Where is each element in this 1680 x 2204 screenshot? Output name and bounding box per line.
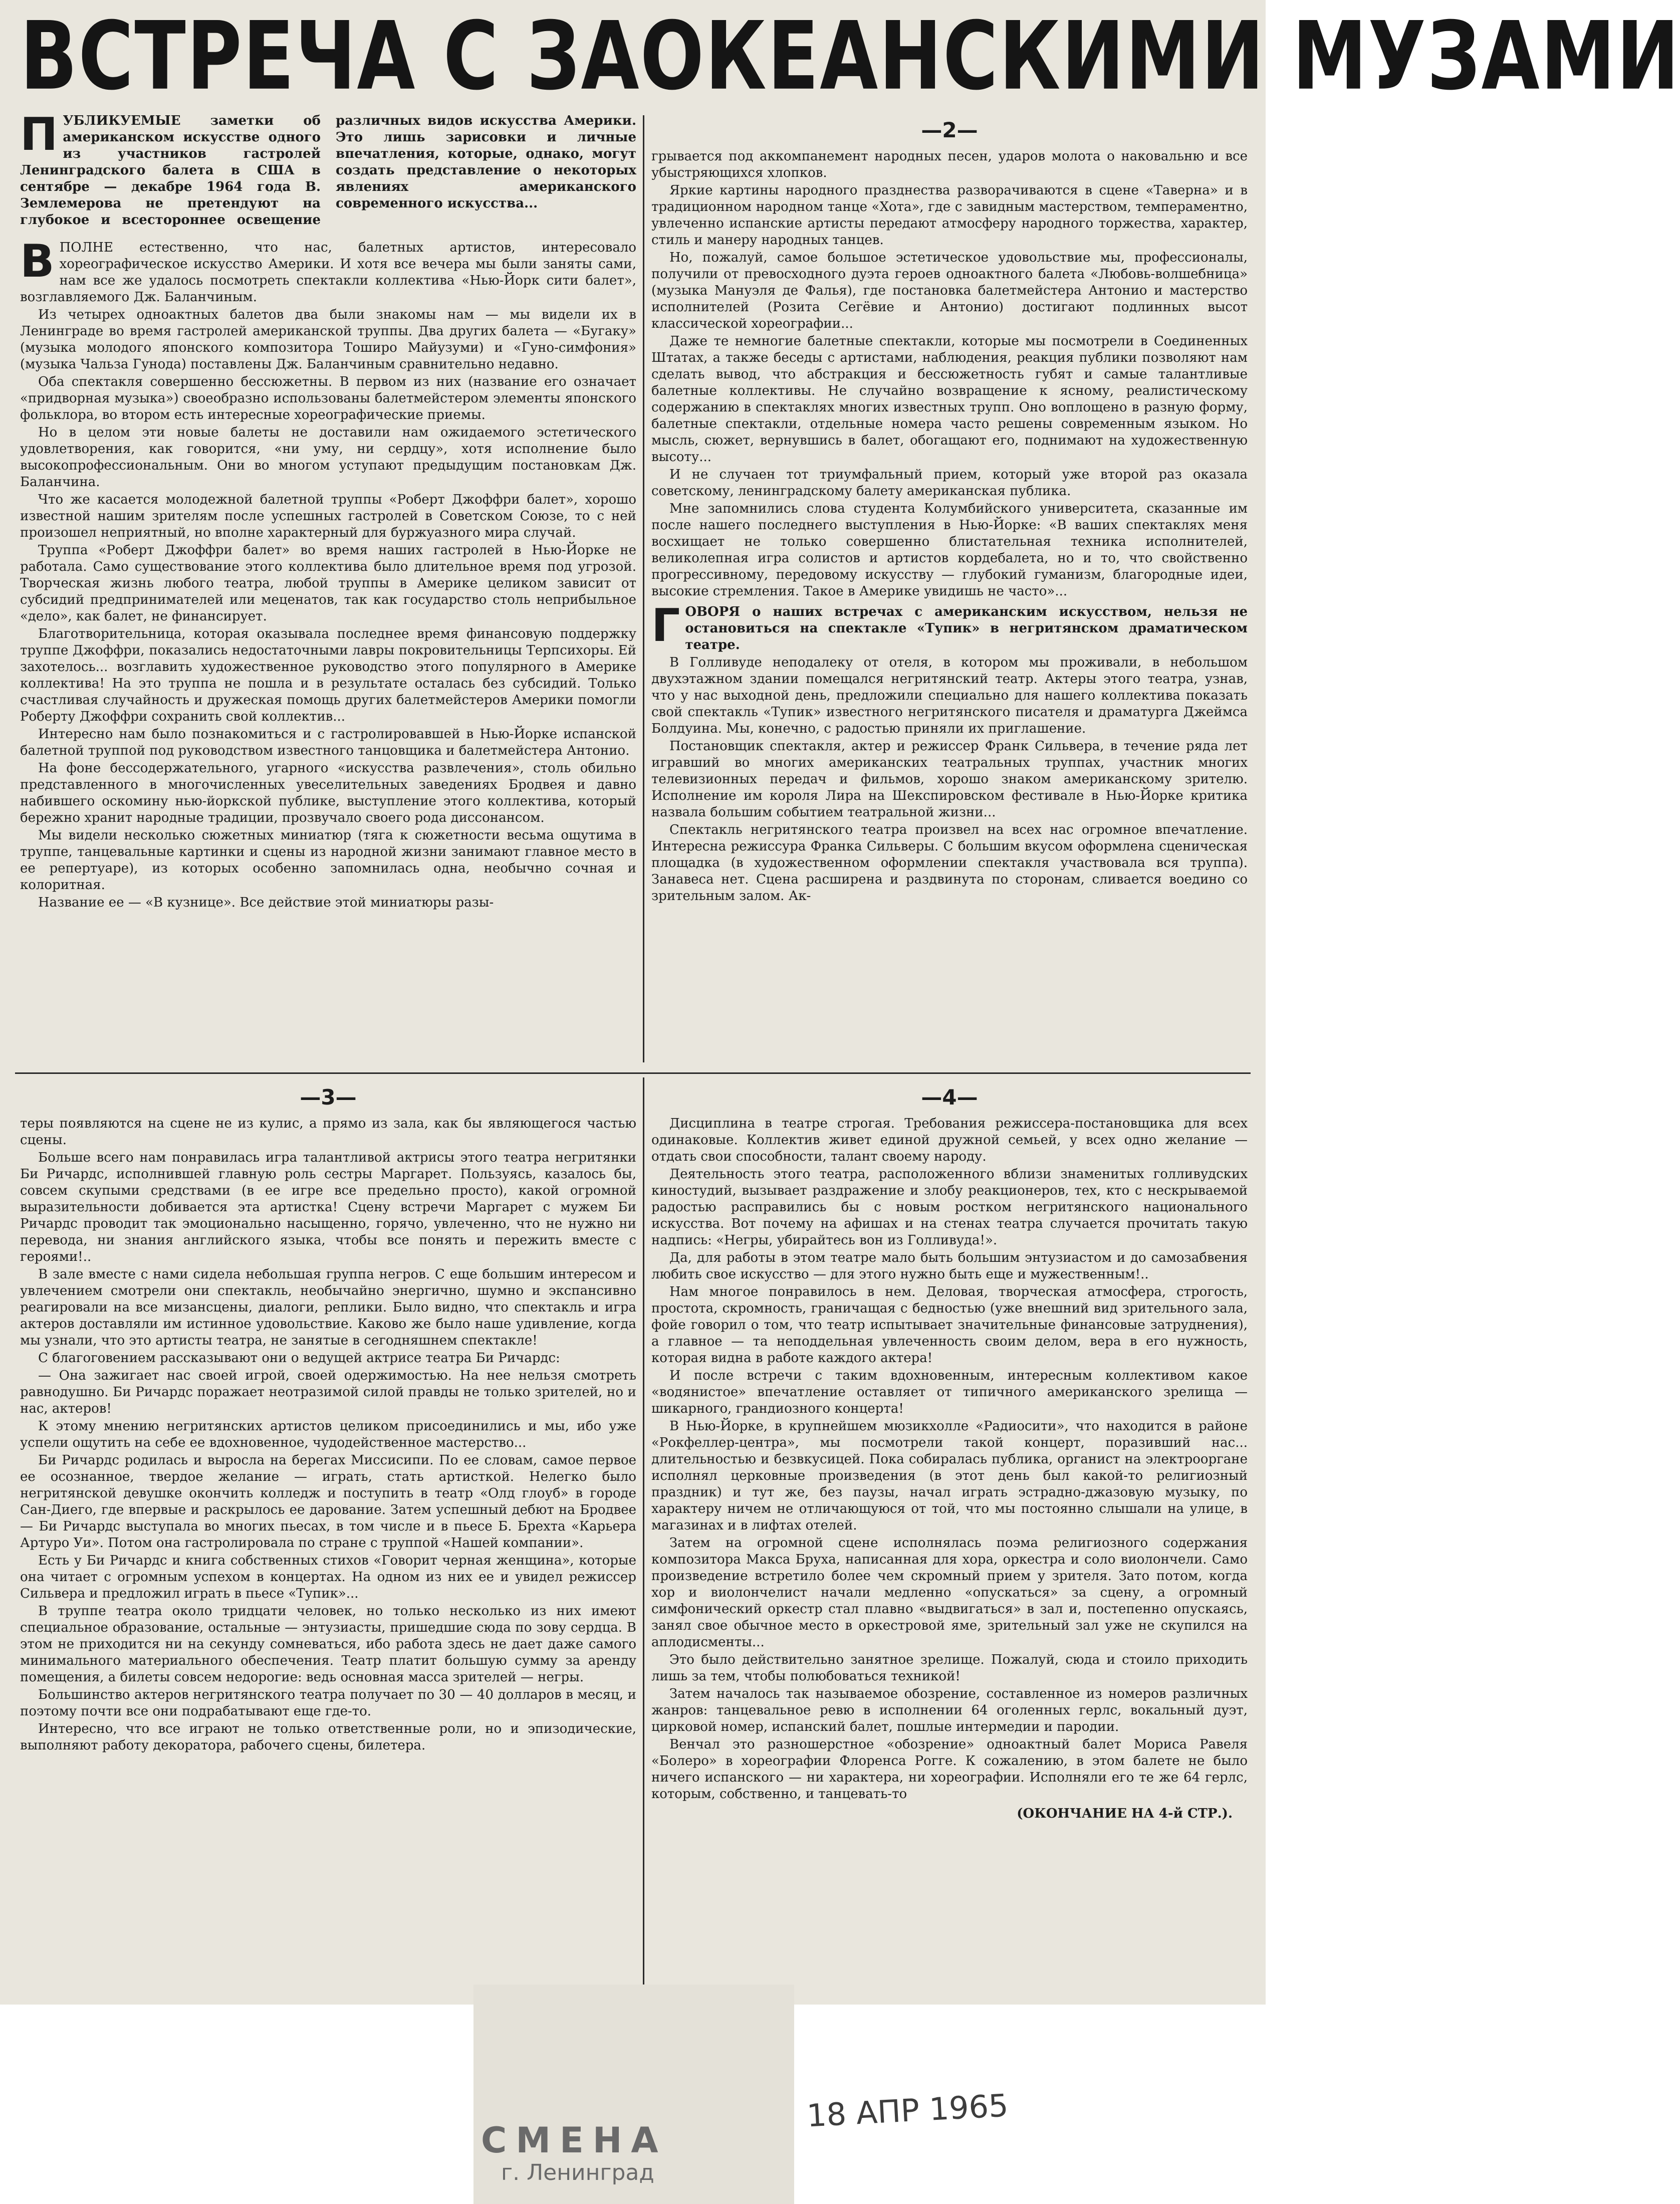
paragraph: Постановщик спектакля, актер и режиссер Франк Сильвера, в течение ряда лет игравший во многих американских театральных труппах, участник многих телевизионных передач и фильмов, хорошо знаком американскому зрителю. Исполнение им короля Лира на Шекспировском фестивале в Нью-Йорке критика назвала большим событием театральной жизни...: [651, 739, 1248, 820]
paragraph: Дисциплина в театре строгая. Требования режиссера-постановщика для всех одинаковые. Коллектив живет единой дружной семьей, у всех одно желание — отдать свои способности, талант своему народу.: [651, 1116, 1248, 1164]
paragraph: Интересно нам было познакомиться и с гастролировавшей в Нью-Йорке испанской балетной труппой под руководством известного танцовщика и балетмейстера Антонио.: [20, 727, 636, 758]
paragraph: Но, пожалуй, самое большое эстетическое удовольствие мы, профессионалы, получили от превосходного дуэта героев одноактного балета «Любовь-волшебница» (музыка Мануэля де Фалья), где постановка балетмейстера Антонио и мастерство исполнителей (Розита Сегёвие и Антонио) достигают подлинных высот классической хореографии...: [651, 250, 1248, 331]
continuation-note: (ОКОНЧАНИЕ НА 4-й СТР.).: [1017, 1806, 1233, 1821]
paragraph: В зале вместе с нами сидела небольшая группа негров. С еще большим интересом и увлечением смотрели они спектакль, необычайно энергично, шумно и экспансивно реагировали на все мизансцены, диалоги, реплики. Было видно, что спектакль и игра актеров доставляли им истинное удовольствие. Каково же было наше удивление, когда мы узнали, что это артисты театра, не занятые в сегодняшнем спектакле!: [20, 1267, 636, 1348]
page-divider: [15, 1072, 1251, 1074]
paragraph: Из четырех одноактных балетов два были знакомы нам — мы видели их в Ленинграде во время гастролей американской труппы. Два других балета — «Бугаку» (музыка молодого японского композитора Тоширо Майузуми) и «Гуно-симфония» (музыка Чальза Гунода) поставлены Дж. Баланчиным сравнительно недавно.: [20, 307, 636, 372]
paragraph: В труппе театра около тридцати человек, но только несколько из них имеют специальное образование, остальные — энтузиасты, пришедшие сюда по зову сердца. В этом не приходится ни на секунду сомневаться, ибо работа здесь не дает даже самого минимального материального обеспечения. Театр платит большую сумму за аренду помещения, а билеты совсем недорогие: ведь основная масса зрителей — негры.: [20, 1604, 636, 1685]
column-section-2: [651, 118, 1248, 1065]
article-title: ВСТРЕЧА С ЗАОКЕАНСКИМИ МУЗАМИ: [20, 2, 1680, 111]
paragraph: Что же касается молодежной балетной труппы «Роберт Джоффри балет», хорошо известной нашим зрителям после успешных гастролей в Советском Союзе, то с ней произошел неприятный, но вполне характерный для буржуазного мира случай.: [20, 492, 636, 540]
paragraph: Нам многое понравилось в нем. Деловая, творческая атмосфера, строгость, простота, скромность, граничащая с бедностью (уже внешний вид зрительного зала, фойе говорил о том, что театр испытывает значительные финансовые затруднения), а главное — та неподдельная увлеченность своим делом, вера в его нужность, которая видна в работе каждого актера!: [651, 1284, 1248, 1366]
paragraph: Больше всего нам понравилась игра талантливой актрисы этого театра негритянки Би Ричардс, исполнившей главную роль сестры Маргарет. Пользуясь, казалось бы, совсем скупыми средствами (в ее игре все предельно просто), какой огромной выразительности добивается эта артистка! Сцену встречи Маргарет с мужем Би Ричардс проводит так эмоционально насыщенно, горячо, увлеченно, что не нужно ни перевода, ни знания английского языка, чтобы все понять и пережить вместе с героями!..: [20, 1150, 636, 1264]
paragraph: В Нью-Йорке, в крупнейшем мюзикхолле «Радиосити», что находится в районе «Рокфеллер-центра», мы посмотрели такой концерт, поразивший нас... длительностью и безвкусицей. Пока собиралась публика, органист на электрооргане исполнял церковные произведения (в этот день был какой-то религиозный праздник) и тут же, без паузы, начал играть эстрадно-джазовую музыку, по характеру ничем не отличающуюся от той, что мы постоянно слышали на улице, в магазинах и в лифтах отелей.: [651, 1419, 1248, 1533]
column-section-4: [651, 1085, 1248, 1987]
paragraph: Благотворительница, которая оказывала последнее время финансовую поддержку труппе Джоффри, показались недостаточными лавры покровительницы Терпсихоры. Ей захотелось... возглавить художественное руководство этого популярного в Америке коллектива! На это труппа не пошла и в результате осталась без субсидий. Только счастливая случайность и дружеская помощь других балетмейстеров Америки помогли Роберту Джоффри сохранить свой коллектив...: [20, 626, 636, 724]
paragraph: Да, для работы в этом театре мало быть большим энтузиастом и до самозабвения любить свое искусство — для этого нужно быть еще и мужественным!..: [651, 1250, 1248, 1282]
section-2-lead: ОВОРЯ о наших встречах с американским искусством, нельзя не остановиться на спектакле «Тупик» в негритянском драматическом театре.: [685, 604, 1248, 652]
column-section-3: [20, 1085, 636, 1987]
paragraph: Затем на огромной сцене исполнялась поэма религиозного содержания композитора Макса Бруха, написанная для хора, оркестра и соло виолончели. Само произведение встретило более чем скромный прием у зрителя. Зато потом, когда хор и виолончелист начали медленно «опускаться» за сцену, а огромный симфонический оркестр стал плавно «выдвигаться» в зал и, постепенно опускаясь, занял свое обычное место в оркестровой яме, зрительный зал уже не скупился на аплодисменты...: [651, 1535, 1248, 1650]
paragraph: Название ее — «В кузнице». Все действие этой миниатюры разы-: [38, 895, 494, 910]
intro-block: [20, 108, 636, 229]
paragraph: Яркие картины народного празднества разворачиваются в сцене «Таверна» и в традиционном народном танце «Хота», где с завидным мастерством, темпераментно, увлеченно испанские артисты передают атмосферу народного торжества, характер, стиль и манеру народных танцев.: [651, 183, 1248, 248]
newspaper-name-stamp: СМЕНА: [481, 2120, 667, 2161]
paragraph: Мы видели несколько сюжетных миниатюр (тяга к сюжетности весьма ощутима в труппе, танцевальные картинки и сцены из народной жизни занимают главное место в ее репертуаре), из которых особенно запомнилась одна, необычно сочная и колоритная.: [20, 828, 636, 893]
section-number: —4—: [921, 1085, 978, 1110]
paragraph: ПОЛНЕ естественно, что нас, балетных артистов, интересовало хореографическое искусство Америки. И хотя все вечера мы были заняты сами, нам все же удалось посмотреть спектакли коллектива «Нью-Йорк сити балет», возглавляемого Дж. Баланчиным.: [20, 240, 636, 305]
column-divider: [643, 115, 644, 1062]
paragraph: Оба спектакля совершенно бессюжетны. В первом из них (название его означает «придворная музыка») своеобразно использованы балетмейстером элементы японского фольклора, во втором есть интересные хореографические приемы.: [20, 374, 636, 422]
paragraph: грывается под аккомпанемент народных песен, ударов молота о наковальню и все убыстряющихся хлопков.: [651, 149, 1248, 180]
date-stamp: 18 АПР 1965: [806, 2087, 1010, 2134]
section-1-body: [20, 235, 636, 911]
column-section-1: [20, 108, 636, 1065]
section-number: —3—: [300, 1085, 357, 1110]
section-number: —2—: [921, 118, 978, 142]
intro-text: УБЛИКУЕМЫЕ заметки об американском искусстве одного из участников гастролей Ленинградского балета в США в сентябре — декабре 1964 года В. Землемерова не претендуют на глубокое и всестороннее освещение различных видов искусства Америки. Это лишь зарисовки и личные впечатления, которые, однако, могут создать представление о некоторых явлениях американского современного искусства...: [20, 113, 636, 228]
section-4-body: [651, 1116, 1248, 1822]
paragraph: Есть у Би Ричардс и книга собственных стихов «Говорит черная женщина», которые она читает с огромным успехом в концертах. На одном из них ее и увидел режиссер Сильвера и предложил играть в пьесе «Тупик»...: [20, 1553, 636, 1601]
paragraph: В Голливуде неподалеку от отеля, в котором мы проживали, в небольшом двухэтажном здании помещался негритянский театр. Актеры этого театра, узнав, что у нас выходной день, предложили специально для нашего коллектива показать свой спектакль «Тупик» известного негритянского писателя и драматурга Джеймса Болдуина. Мы, конечно, с радостью приняли их приглашение.: [651, 655, 1248, 736]
paragraph: Деятельность этого театра, расположенного вблизи знаменитых голливудских киностудий, вызывает раздражение и злобу реакционеров, тех, кто с нескрываемой радостью расправились бы с новым ростком негритянского национального искусства. Вот почему на афишах и на стенах театра случается прочитать такую надпись: «Негры, убирайтесь вон из Голливуда!».: [651, 1167, 1248, 1248]
paragraph: Затем началось так называемое обозрение, составленное из номеров различных жанров: танцевальное ревю в исполнении 64 оголенных герлс, вокальный дуэт, цирковой номер, испанский балет, пошлые интермедии и пародии.: [651, 1686, 1248, 1734]
paragraph: С благоговением рассказывают они о ведущей актрисе театра Би Ричардс:: [38, 1351, 560, 1366]
column-divider: [643, 1077, 644, 1985]
section-1-drop-cap: В: [20, 235, 55, 288]
paragraph: На фоне бессодержательного, угарного «искусства развлечения», столь обильно представленного в многочисленных увеселительных заведениях Бродвея и давно набившего оскомину нью-йоркской публике, выступление этого коллектива, который бережно хранит народные традиции, прозвучало своего рода диссонансом.: [20, 761, 636, 825]
section-3-body: [20, 1116, 636, 1754]
paragraph: И не случаен тот триумфальный прием, который уже второй раз оказала советскому, ленинградскому балету американская публика.: [651, 467, 1248, 499]
section-2-drop-cap: Г: [651, 599, 680, 652]
paragraph: Венчал это разношерстное «обозрение» одноактный балет Мориса Равеля «Болеро» в хореографии Флоренса Рогге. К сожалению, в этом балете не было ничего испанского — ни характера, ни хореографии. Исполняли его те же 64 герлс, которым, собственно, и танцевать-то: [651, 1737, 1248, 1802]
paragraph: Даже те немногие балетные спектакли, которые мы посмотрели в Соединенных Штатах, а также беседы с артистами, наблюдения, реакция публики позволяют нам сделать вывод, что абстракция и бессюжетность губят и самые талантливые балетные коллективы. Не случайно возвращение к ясному, реалистическому содержанию в спектаклях многих известных трупп. Оно воплощено в разную форму, балетные спектакли, отдельные номера часто решены современным языком. Но мысль, сюжет, вернувшись в балет, обогащают его, поднимают на художественную высоту...: [651, 334, 1248, 465]
intro-drop-cap: П: [20, 108, 58, 161]
paragraph: Мне запомнились слова студента Колумбийского университета, сказанные им после нашего последнего выступления в Нью-Йорке: «В ваших спектаклях меня восхищает не только совершенно блистательная техника исполнителей, великолепная игра солистов и артистов кордебалета, но и то, что свойственно прогрессивному, передовому искусству — глубокий гуманизм, благородные идеи, высокие стремления. Такое в Америке увидишь не часто»...: [651, 501, 1248, 599]
section-2-body: [651, 148, 1248, 905]
paragraph: И после встречи с таким вдохновенным, интересным коллективом какое «водянистое» впечатление оставляет от типичного американского зрелища — шикарного, грандиозного концерта!: [651, 1368, 1248, 1416]
paragraph: теры появляются на сцене не из кулис, а прямо из зала, как бы являющегося частью сцены.: [20, 1116, 636, 1148]
paragraph: — Она зажигает нас своей игрой, своей одержимостью. На нее нельзя смотреть равнодушно. Би Ричардс поражает неотразимой силой правды не только зрителей, но и нас, актеров!: [20, 1368, 636, 1416]
paragraph: Это было действительно занятное зрелище. Пожалуй, сюда и стоило приходить лишь за тем, чтобы полюбоваться техникой!: [651, 1652, 1248, 1684]
newspaper-city-stamp: г. Ленинград: [501, 2160, 654, 2185]
paragraph: Но в целом эти новые балеты не доставили нам ожидаемого эстетического удовлетворения, как говорится, «ни уму, ни сердцу», хотя исполнение было высокопрофессиональным. Они во многом уступают предыдущим постановкам Дж. Баланчина.: [20, 425, 636, 490]
paragraph: Труппа «Роберт Джоффри балет» во время наших гастролей в Нью-Йорке не работала. Само существование этого коллектива было длительное время под угрозой. Творческая жизнь любого театра, любой труппы в Америке целиком зависит от субсидий предпринимателей или меценатов, так как государство столь неприбыльное «дело», как балет, не финансирует.: [20, 543, 636, 624]
paragraph: Би Ричардс родилась и выросла на берегах Миссисипи. По ее словам, самое первое ее осознанное, твердое желание — играть, стать артисткой. Нелегко было негритянской девушке окончить колледж и поступить в театр «Олд глоуб» в городе Сан-Диего, где впервые и раскрылось ее дарование. Затем успешный дебют на Бродвее — Би Ричардс выступала во многих пьесах, в том числе и в пьесе Б. Брехта «Карьера Артуро Уи». Потом она гастролировала по стране с труппой «Нашей компании».: [20, 1453, 636, 1551]
paragraph: Спектакль негритянского театра произвел на всех нас огромное впечатление. Интересна режиссура Франка Сильверы. С большим вкусом оформлена сценическая площадка (в художественном оформлении спектакля участвовала вся труппа). Занавеса нет. Сцена расширена и раздвинута по сторонам, сливается воедино со зрительным залом. Ак-: [651, 822, 1248, 904]
paragraph: Большинство актеров негритянского театра получает по 30 — 40 долларов в месяц, и поэтому почти все они подрабатывают еще где-то.: [20, 1687, 636, 1719]
paragraph: К этому мнению негритянских артистов целиком присоединились и мы, ибо уже успели ощутить на себе ее вдохновенное, чудодейственное мастерство...: [20, 1419, 636, 1450]
paragraph: Интересно, что все играют не только ответственные роли, но и эпизодические, выполняют работу декоратора, рабочего сцены, билетера.: [20, 1721, 636, 1753]
